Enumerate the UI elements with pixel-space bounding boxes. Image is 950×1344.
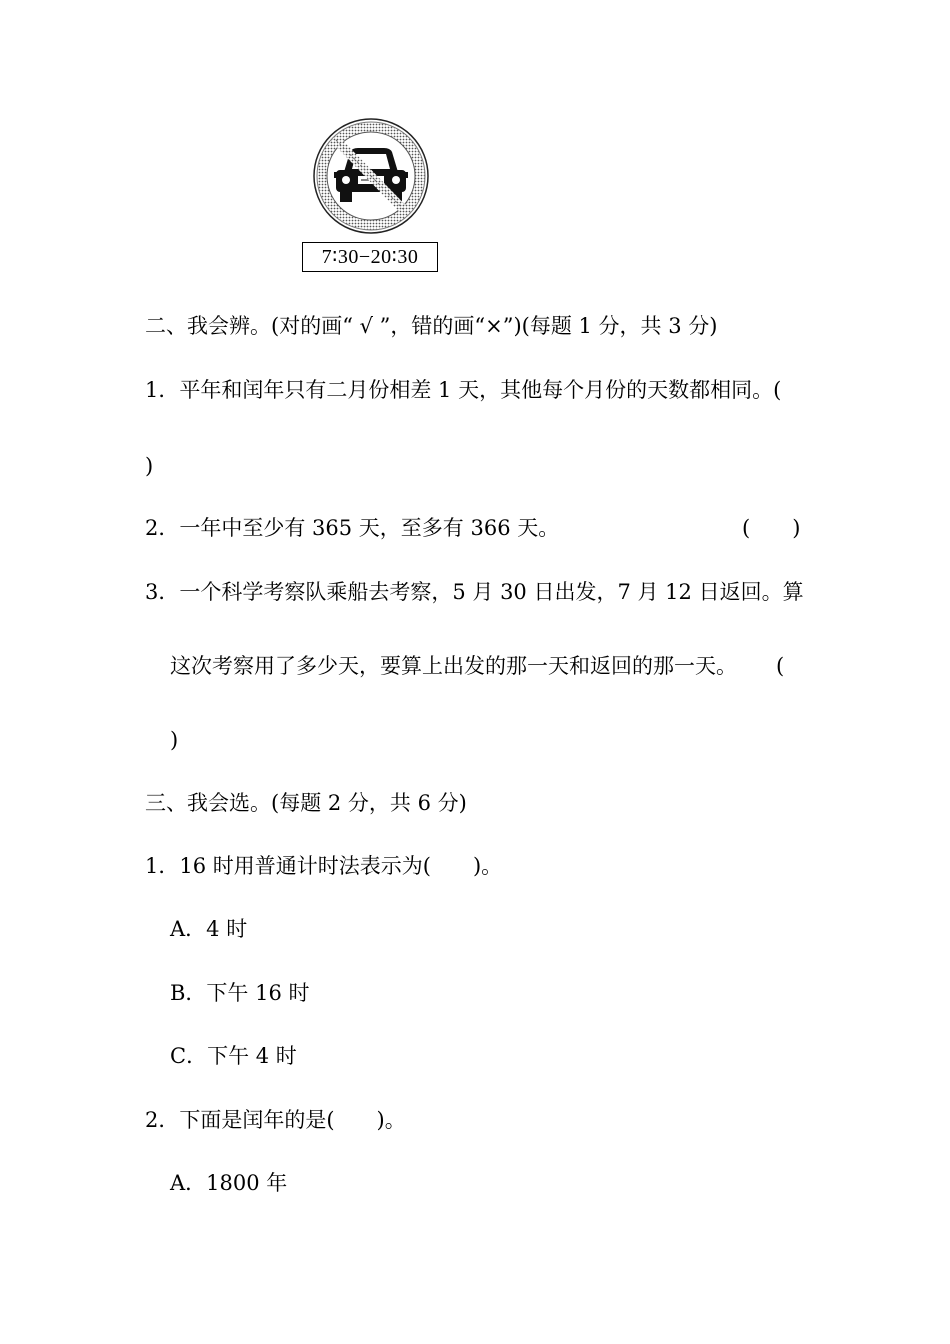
time-range-label: 7∶30−20∶30	[302, 242, 438, 272]
answer-blank-2-2: ( )	[742, 516, 801, 540]
question-2-2: 2．一年中至少有 365 天，至多有 366 天。	[145, 516, 560, 540]
option-3-1-c: C．下午 4 时	[170, 1044, 297, 1068]
question-2-3-open-paren: (	[776, 654, 785, 678]
question-3-2: 2．下面是闰年的是( )。	[145, 1108, 406, 1132]
option-3-2-a: A．1800 年	[170, 1171, 288, 1195]
question-2-3-line-2: 这次考察用了多少天，要算上出发的那一天和返回的那一天。	[170, 654, 737, 678]
question-2-3-close-paren: )	[170, 728, 179, 752]
section-2-heading: 二、我会辨。(对的画“ √ ”，错的画“×”)(每题 1 分，共 3 分)	[145, 314, 718, 338]
section-3-heading: 三、我会选。(每题 2 分，共 6 分)	[145, 791, 467, 815]
option-3-1-a: A．4 时	[170, 917, 248, 941]
no-cars-sign-icon	[306, 114, 436, 244]
question-2-3-line-1: 3．一个科学考察队乘船去考察，5 月 30 日出发，7 月 12 日返回。算	[145, 580, 804, 604]
question-2-1-close-paren: )	[145, 454, 154, 478]
question-3-1: 1．16 时用普通计时法表示为( )。	[145, 854, 503, 878]
option-3-1-b: B．下午 16 时	[170, 981, 310, 1005]
question-2-1: 1．平年和闰年只有二月份相差 1 天，其他每个月份的天数都相同。(	[145, 378, 782, 402]
